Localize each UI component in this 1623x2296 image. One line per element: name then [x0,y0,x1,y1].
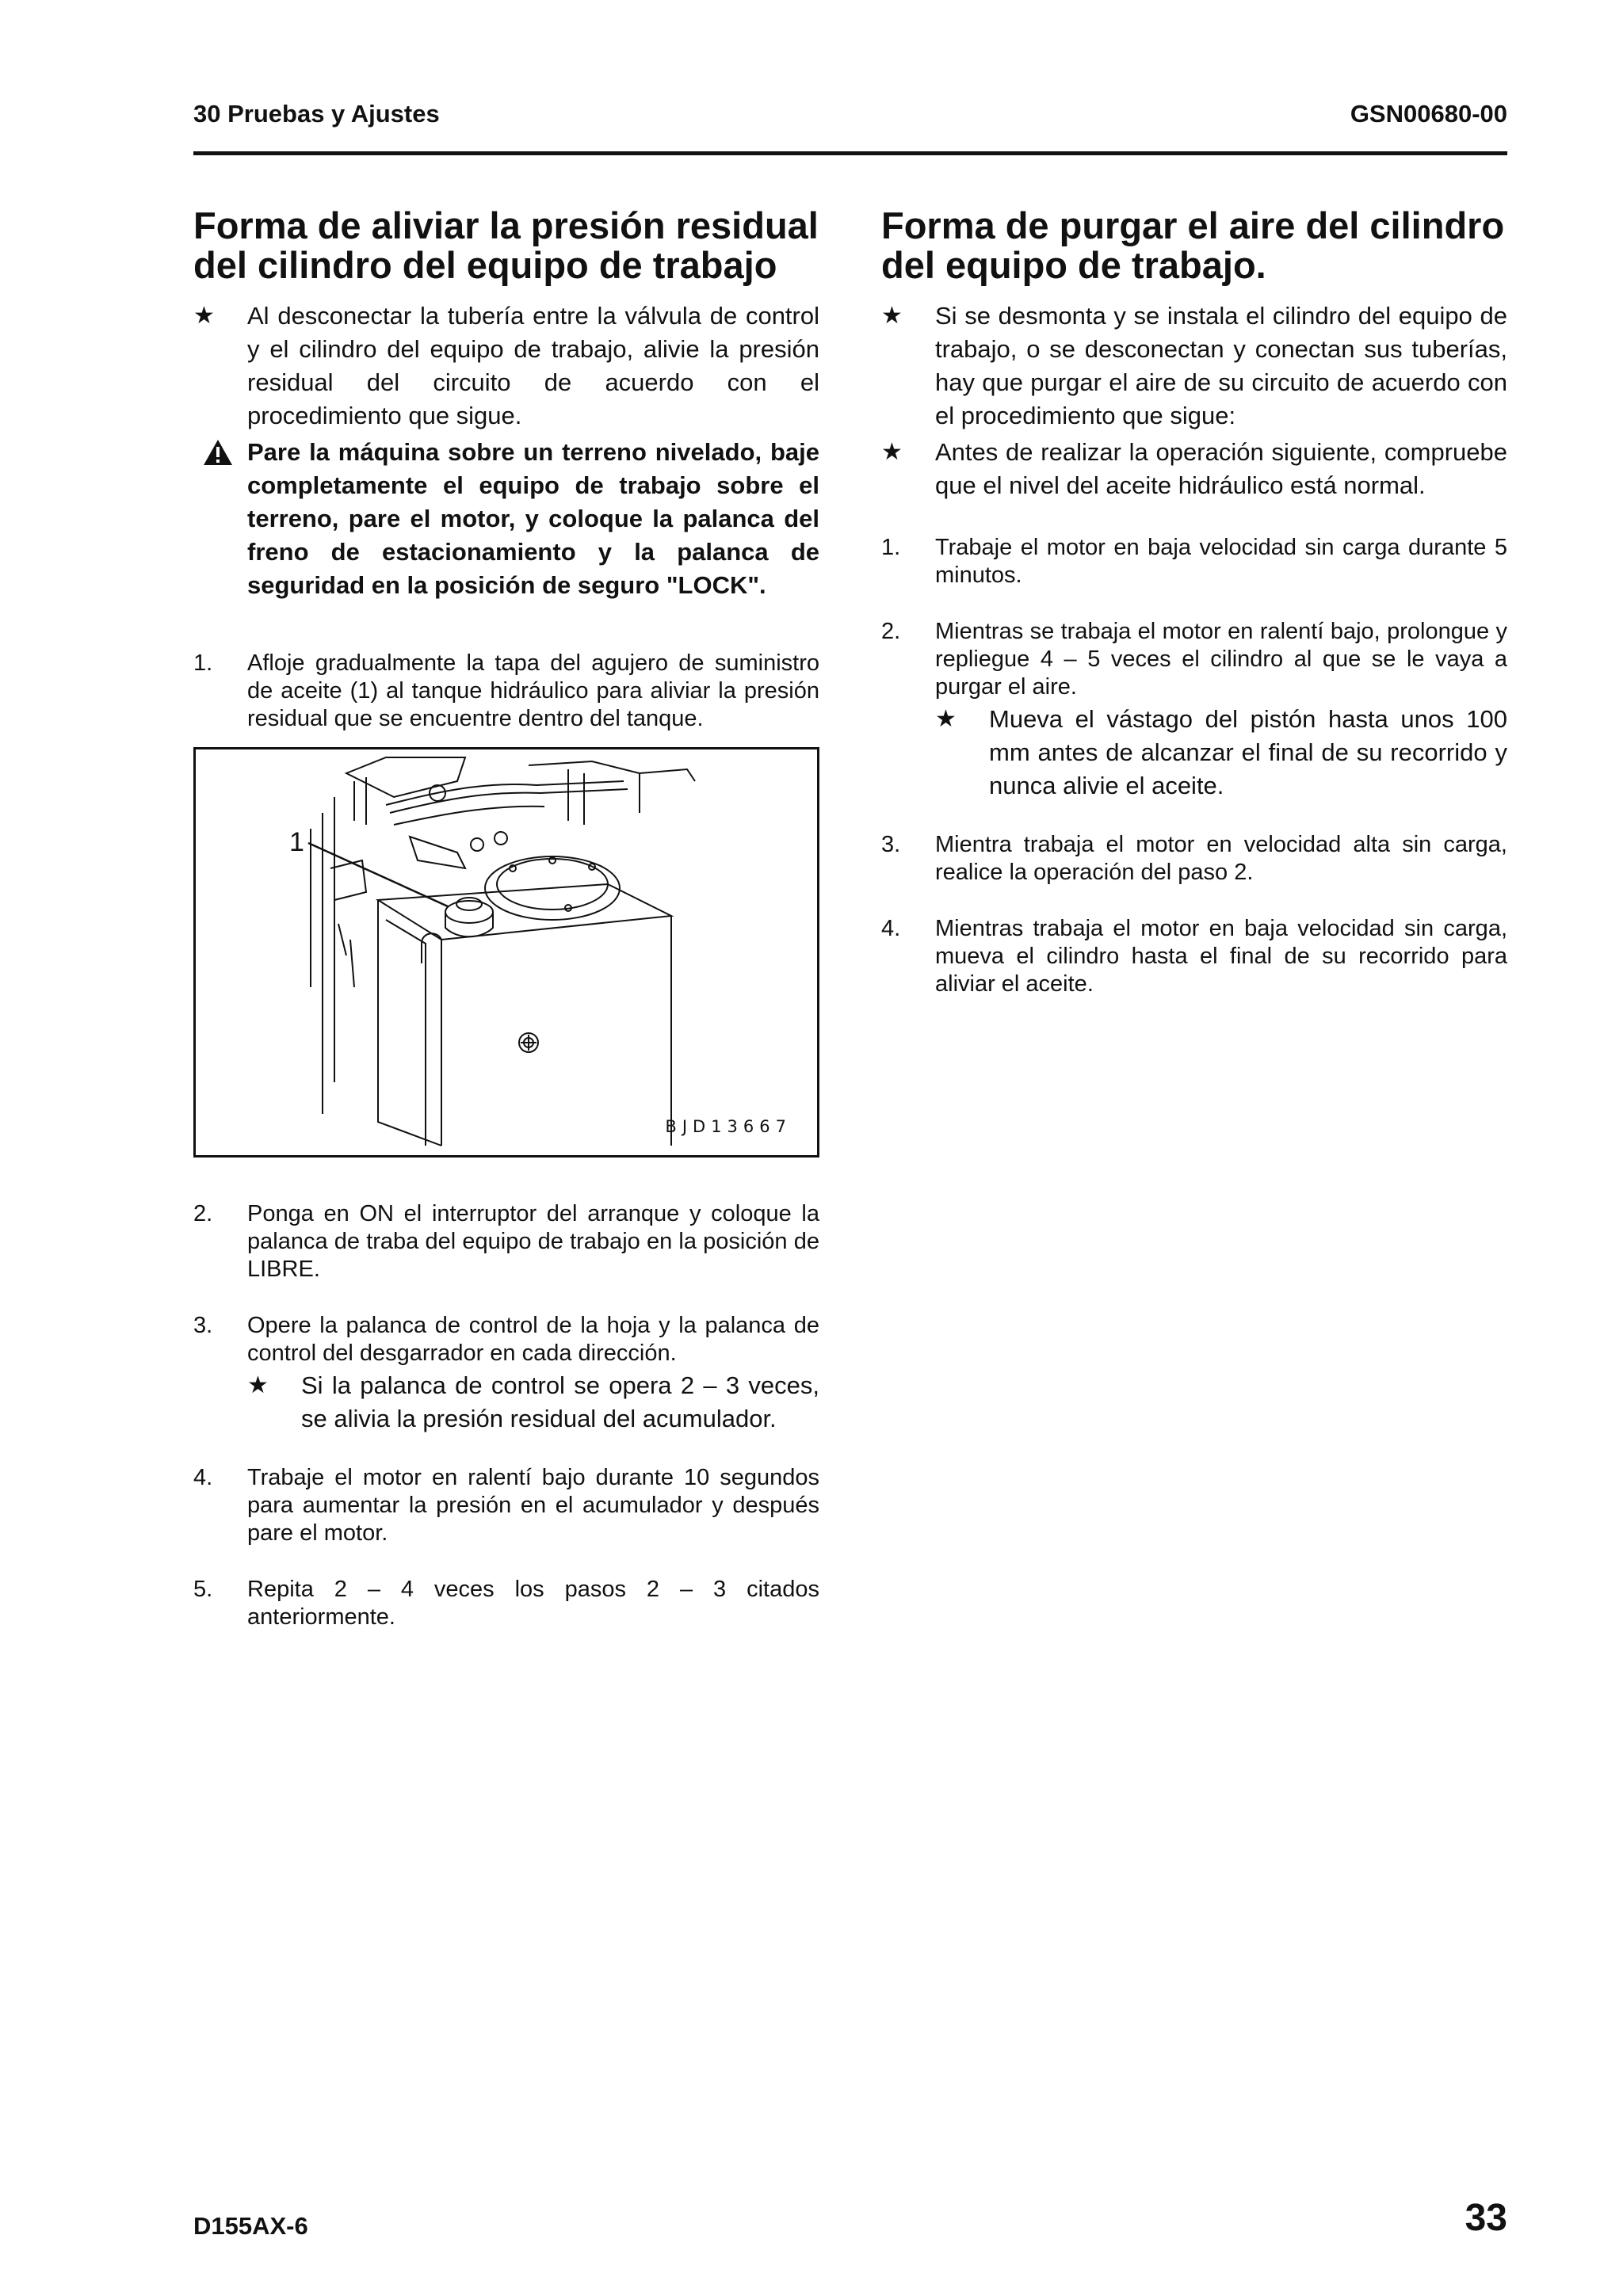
step-number: 3. [881,832,901,857]
left-step-4 [193,1464,819,1547]
step-sub-note [247,1369,819,1436]
right-step-1 [881,534,1507,589]
right-column [881,206,1507,1027]
step-text: Opere la palanca de control de la hoja y la palanca de control del desgarrador en cada dirección. [247,1313,819,1366]
figure-code: BJD13667 [665,1117,792,1136]
step-number: 1. [881,535,901,560]
step-number: 3. [193,1313,213,1338]
page-number: 33 [1465,2197,1507,2239]
left-step-3 [193,1312,819,1436]
left-step-2 [193,1200,819,1283]
step-text: Trabaje el motor en baja velocidad sin carga durante 5 minutos. [935,535,1507,588]
step-text: Mientra trabaja el motor en velocidad alta sin carga, realice la operación del paso 2. [935,832,1507,885]
hydraulic-tank-illustration [196,749,819,1158]
sub-note-text: Si la palanca de control se opera 2 – 3 veces, se alivia la presión residual del acumulador. [301,1371,819,1432]
document-code: GSN00680-00 [1350,100,1507,128]
star-icon: ★ [935,706,957,732]
right-note-2 [881,436,1507,502]
right-step-3 [881,831,1507,887]
left-step-1 [193,650,819,733]
step-text: Repita 2 – 4 veces los pasos 2 – 3 citados anteriormente. [247,1577,819,1630]
step-number: 4. [881,916,901,941]
step-number: 4. [193,1465,213,1490]
warning-text: Pare la máquina sobre un terreno nivelado, baje completamente el equipo de trabajo sobre el terreno, pare el motor, y coloque la palanca del freno de estacionamiento y la palanca de seguridad en la posición de seguro "LOCK". [247,438,819,599]
left-note-text: Al desconectar la tubería entre la válvula de control y el cilindro del equipo de trabajo, alivie la presión residual del circuito de acuerdo con el procedimiento que sigue. [247,302,819,429]
right-step-2 [881,618,1507,803]
step-text: Mientras trabaja el motor en baja velocidad sin carga, mueva el cilindro hasta el final de su recorrido para aliviar el aceite. [935,916,1507,997]
left-step-5 [193,1576,819,1631]
step-text: Ponga en ON el interruptor del arranque y coloque la palanca de traba del equipo de trabajo en la posición de LIBRE. [247,1201,819,1282]
step-sub-note [935,703,1507,803]
right-note-1 [881,299,1507,433]
right-step-4 [881,915,1507,998]
safety-warning [193,436,819,602]
star-icon: ★ [247,1372,269,1398]
step-number: 2. [881,619,901,644]
page-header [193,100,1507,155]
step-number: 1. [193,650,213,676]
note-text: Si se desmonta y se instala el cilindro del equipo de trabajo, o se desconectan y conectan sus tuberías, hay que purgar el aire de su circuito de acuerdo con el procedimiento que sigue: [935,302,1507,429]
note-text: Antes de realizar la operación siguiente, compruebe que el nivel del aceite hidráulico está normal. [935,438,1507,499]
warning-triangle-icon [203,439,233,466]
machine-model: D155AX-6 [193,2212,308,2240]
callout-label-1: 1 [289,827,304,857]
sub-note-text: Mueva el vástago del pistón hasta unos 100 mm antes de alcanzar el final de su recorrido y nunca alivie el aceite. [989,705,1507,799]
right-section-heading: Forma de purgar el aire del cilindro del equipo de trabajo. [881,204,1505,286]
star-icon: ★ [881,303,903,329]
step-text: Mientras se trabaja el motor en ralentí bajo, prolongue y repliegue 4 – 5 veces el cilindro al que se le vaya a purgar el aire. [935,619,1507,700]
star-icon: ★ [881,439,903,465]
step-number: 2. [193,1201,213,1226]
star-icon: ★ [193,303,215,329]
step-text: Trabaje el motor en ralentí bajo durante 10 segundos para aumentar la presión en el acumulador y después pare el motor. [247,1465,819,1546]
step-number: 5. [193,1577,213,1602]
hydraulic-tank-figure [193,747,819,1158]
left-column [193,206,819,1660]
section-title: 30 Pruebas y Ajustes [193,100,440,128]
left-note [193,299,819,433]
step-text: Afloje gradualmente la tapa del agujero de suministro de aceite (1) al tanque hidráulico para aliviar la presión residual que se encuentre dentro del tanque. [247,650,819,731]
left-section-heading: Forma de aliviar la presión residual del cilindro del equipo de trabajo [193,204,819,286]
